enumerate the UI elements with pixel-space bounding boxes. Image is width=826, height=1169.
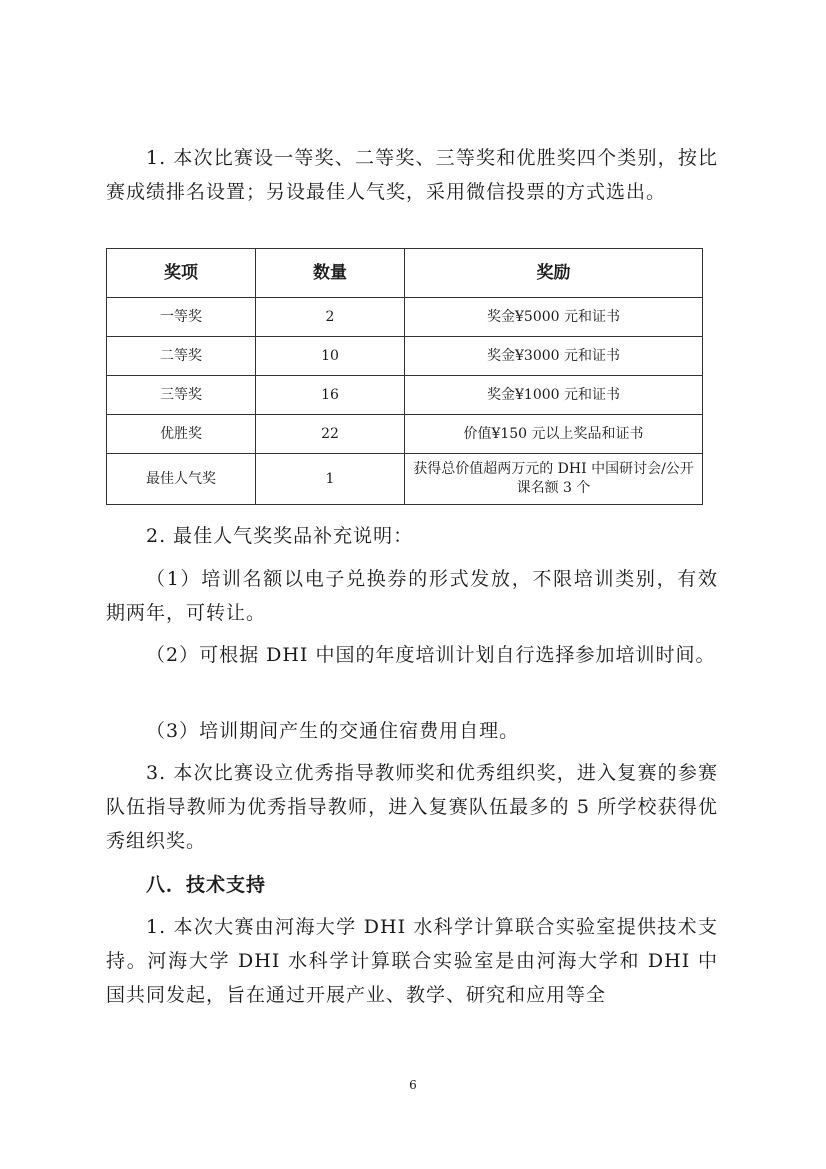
- award-quantity: 2: [256, 298, 405, 337]
- table-row: [107, 376, 703, 415]
- award-name: 最佳人气奖: [107, 454, 256, 505]
- award-reward: 获得总价值超两万元的 DHI 中国研讨会/公开课名额 3 个: [405, 454, 703, 505]
- award-reward: 奖金¥5000 元和证书: [405, 298, 703, 337]
- paragraph-note-2: （2）可根据 DHI 中国的年度培训计划自行选择参加培训时间。: [146, 644, 716, 666]
- section-heading-tech-support: 八．技术支持: [146, 874, 267, 896]
- awards-table: [106, 248, 703, 505]
- paragraph-award-categories: 1. 本次比赛设一等奖、二等奖、三等奖和优胜奖四个类别，按比赛成绩排名设置；另设最佳人气奖，采用微信投票的方式选出。: [106, 147, 718, 203]
- table-row: [107, 454, 703, 505]
- award-name: 一等奖: [107, 298, 256, 337]
- award-reward: 奖金¥3000 元和证书: [405, 337, 703, 376]
- paragraph-popularity-note: 2. 最佳人气奖奖品补充说明：: [146, 525, 414, 547]
- award-reward: 价值¥150 元以上奖品和证书: [405, 415, 703, 454]
- table-row: [107, 298, 703, 337]
- header-reward: 奖励: [405, 249, 703, 298]
- table-header-row: [107, 249, 703, 298]
- paragraph-tech-support: 1. 本次大赛由河海大学 DHI 水科学计算联合实验室提供技术支持。河海大学 DHI 水科学计算联合实验室是由河海大学和 DHI 中国共同发起，旨在通过开展产业、教学、研究和应用等全: [106, 916, 718, 1006]
- award-reward: 奖金¥1000 元和证书: [405, 376, 703, 415]
- award-name: 优胜奖: [107, 415, 256, 454]
- award-name: 二等奖: [107, 337, 256, 376]
- header-award: 奖项: [107, 249, 256, 298]
- award-name: 三等奖: [107, 376, 256, 415]
- header-quantity: 数量: [256, 249, 405, 298]
- page-number: 6: [409, 1078, 417, 1092]
- award-quantity: 16: [256, 376, 405, 415]
- award-quantity: 10: [256, 337, 405, 376]
- award-quantity: 1: [256, 454, 405, 505]
- paragraph-note-3: （3）培训期间产生的交通住宿费用自理。: [146, 720, 520, 742]
- table-row: [107, 337, 703, 376]
- award-quantity: 22: [256, 415, 405, 454]
- paragraph-note-1: （1）培训名额以电子兑换券的形式发放，不限培训类别，有效期两年，可转让。: [106, 568, 718, 624]
- table-row: [107, 415, 703, 454]
- paragraph-teacher-award: 3. 本次比赛设立优秀指导教师奖和优秀组织奖，进入复赛的参赛队伍指导教师为优秀指导教师，进入复赛队伍最多的 5 所学校获得优秀组织奖。: [106, 762, 718, 852]
